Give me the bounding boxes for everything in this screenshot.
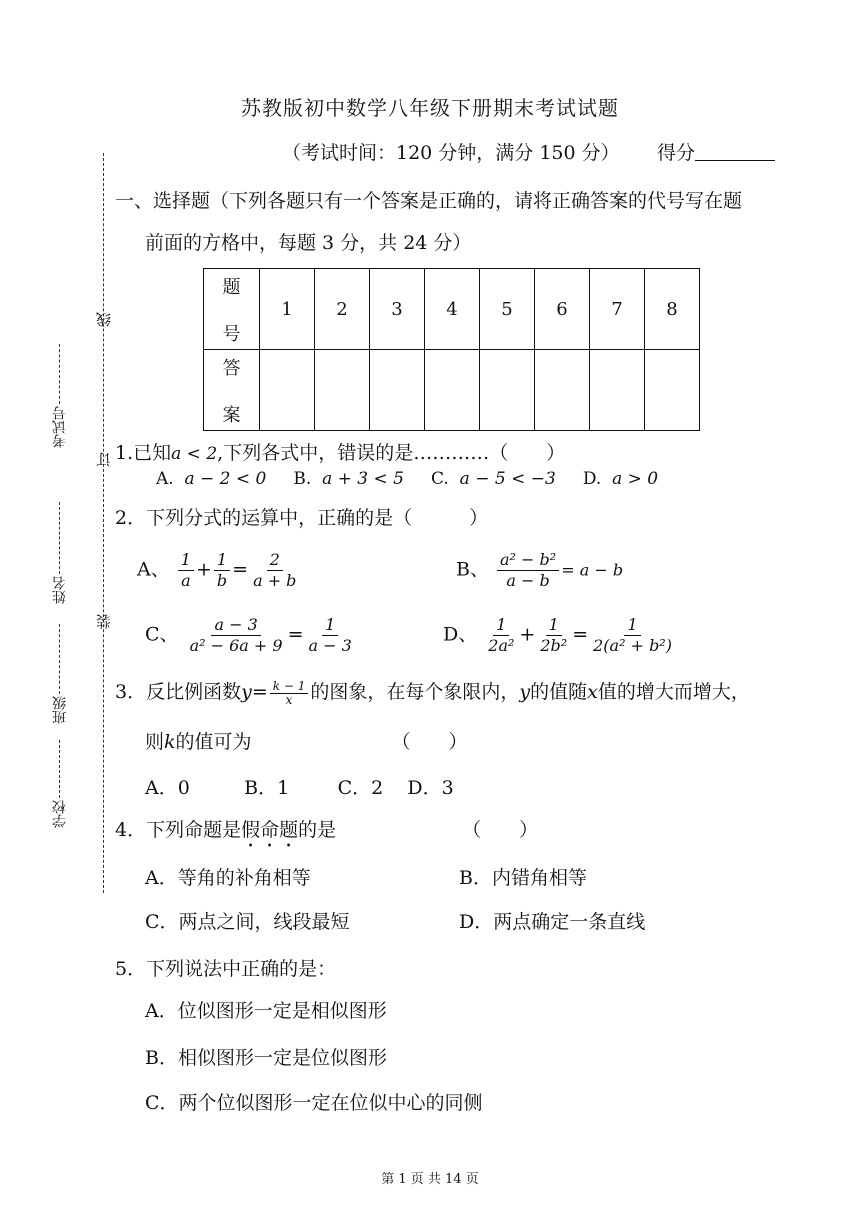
answer-table-number-row bbox=[204, 269, 700, 350]
question-4-option-a: A．等角的补角相等 bbox=[145, 867, 311, 889]
question-5-option-c: C．两个位似图形一定在位似中心的同侧 bbox=[145, 1092, 483, 1114]
question-2-option-a: A、 $\frac{1}{a}$ + $\frac{1}{b}$ = $\frac{2}{a + b}$ bbox=[137, 550, 297, 590]
answer-table-answer-row bbox=[204, 350, 700, 431]
binding-line bbox=[103, 153, 104, 893]
answer-table-head-number: 题 号 bbox=[204, 269, 260, 350]
question-4-option-b: B．内错角相等 bbox=[459, 867, 587, 889]
side-field-class: 班级 bbox=[50, 622, 70, 724]
page-footer: 第 1 页 共 14 页 bbox=[381, 1172, 479, 1187]
answer-cell[interactable] bbox=[370, 350, 425, 431]
answer-table-number: 6 bbox=[535, 269, 590, 350]
side-field-name: 姓名 bbox=[50, 500, 70, 604]
question-4-option-c: C．两点之间，线段最短 bbox=[145, 911, 350, 933]
section1-heading-cont: 前面的方格中，每题 3 分，共 24 分） bbox=[145, 232, 472, 254]
answer-cell[interactable] bbox=[480, 350, 535, 431]
answer-table-number: 3 bbox=[370, 269, 425, 350]
question-5-option-b: B．相似图形一定是位似图形 bbox=[145, 1047, 387, 1069]
answer-table-number: 4 bbox=[425, 269, 480, 350]
binding-mark-order: 订 bbox=[95, 452, 113, 467]
question-3-options: A．0 B．1 C．2 D．3 bbox=[145, 777, 454, 799]
answer-table-number: 7 bbox=[590, 269, 645, 350]
section1-heading: 一、选择题（下列各题只有一个答案是正确的，请将正确答案的代号写在题 bbox=[115, 190, 743, 212]
exam-info: （考试时间：120 分钟，满分 150 分） bbox=[282, 142, 620, 164]
question-5-stem: 5．下列说法中正确的是： bbox=[115, 958, 337, 980]
binding-mark-bind: 装 bbox=[95, 614, 113, 629]
question-2-stem: 2．下列分式的运算中，正确的是（ ） bbox=[115, 507, 489, 529]
question-4-stem: 4．下列命题是假命题的是 （ ） bbox=[115, 819, 539, 841]
answer-cell[interactable] bbox=[260, 350, 315, 431]
question-2-option-b: B、 $\frac{\text{a² − b²}}{a - b}$ = a − b bbox=[456, 550, 624, 590]
side-field-exam-no: 考试号 bbox=[50, 342, 70, 448]
answer-cell[interactable] bbox=[590, 350, 645, 431]
score-blank bbox=[695, 142, 775, 161]
question-5-option-a: A．位似图形一定是相似图形 bbox=[145, 1000, 387, 1022]
answer-table-number: 8 bbox=[645, 269, 700, 350]
score-label: 得分 bbox=[657, 142, 696, 164]
question-2-option-c: C、 $\frac{a - 3}{\text{a² − 6a + 9}}$ = $\frac{1}{a - 3}$ bbox=[145, 615, 352, 655]
score-field bbox=[657, 138, 775, 165]
question-1-stem: 1.已知a < 2,下列各式中，错误的是…………（ ） bbox=[115, 442, 566, 464]
question-1-options: A. a − 2 < 0 B. a + 3 < 5 C. a − 5 < −3 D. a > 0 bbox=[156, 469, 659, 489]
question-3-stem: 3．反比例函数y= $\frac{k - 1}{x}$ 的图象，在每个象限内，y的值随x值的增大而增大， bbox=[115, 678, 750, 707]
answer-table-number: 5 bbox=[480, 269, 535, 350]
answer-cell[interactable] bbox=[425, 350, 480, 431]
answer-cell[interactable] bbox=[645, 350, 700, 431]
answer-table-number: 1 bbox=[260, 269, 315, 350]
answer-cell[interactable] bbox=[535, 350, 590, 431]
answer-table-head-answer: 答 案 bbox=[204, 350, 260, 431]
side-field-school: 学校 bbox=[50, 738, 70, 828]
answer-cell[interactable] bbox=[315, 350, 370, 431]
question-3-stem-cont: 则k的值可为 （ ） bbox=[145, 731, 468, 753]
page-title: 苏教版初中数学八年级下册期末考试试题 bbox=[241, 96, 619, 120]
answer-table-number: 2 bbox=[315, 269, 370, 350]
binding-mark-line: 线 bbox=[95, 312, 113, 327]
question-2-option-d: D、 $\frac{1}{\text{2a²}}$ + $\frac{1}{\text{2b²}}$ = $\frac{1}{\text{2(a² + b²)}}$ bbox=[443, 615, 672, 655]
question-4-option-d: D．两点确定一条直线 bbox=[459, 911, 646, 933]
answer-table bbox=[203, 268, 700, 431]
